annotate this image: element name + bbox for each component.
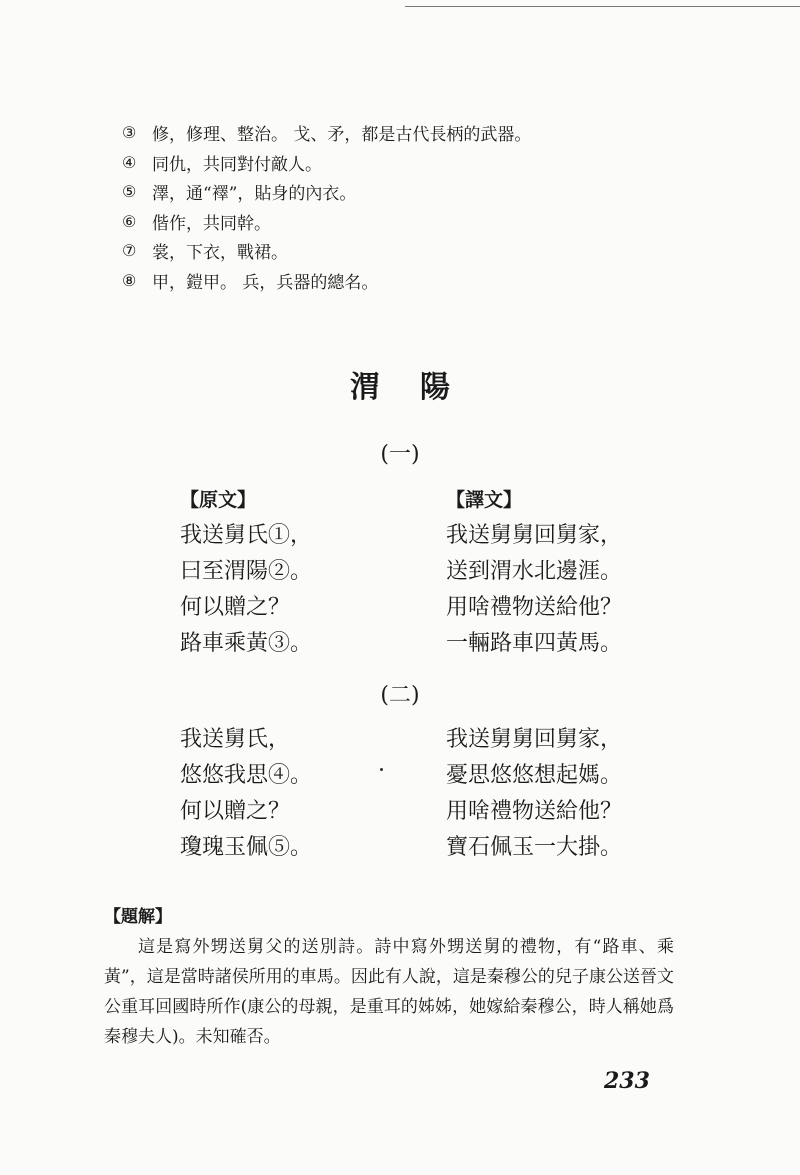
section-mark-1: (一) bbox=[380, 442, 420, 467]
note-item bbox=[122, 236, 722, 266]
note-text: 甲，鎧甲。 兵，兵器的總名。 bbox=[152, 272, 379, 293]
note-number: ④ bbox=[122, 152, 137, 172]
poem-line: 送到渭水北邊涯。 bbox=[446, 559, 623, 584]
section-mark-2: (二) bbox=[380, 683, 420, 708]
note-text: 澤，通“襗”，貼身的內衣。 bbox=[152, 184, 357, 205]
poem-line: 我送舅舅回舅家， bbox=[446, 523, 623, 548]
note-item bbox=[122, 148, 722, 178]
explanation-heading: 【題解】 bbox=[104, 907, 172, 927]
poem-line: 用啥禮物送給他？ bbox=[446, 595, 623, 620]
note-text: 偕作，共同幹。 bbox=[152, 213, 271, 234]
translation-column-2 bbox=[446, 722, 622, 866]
poem-line: 路車乘黃③。 bbox=[180, 631, 313, 656]
original-column-1 bbox=[180, 482, 312, 662]
note-number: ⑧ bbox=[122, 270, 137, 290]
poem-line: 憂思悠悠想起媽。 bbox=[446, 763, 623, 788]
poem-line: 我送舅氏①， bbox=[180, 523, 313, 548]
translation-heading: 【譯文】 bbox=[446, 489, 523, 511]
notes-list bbox=[122, 118, 722, 295]
poem-title: 渭陽 bbox=[350, 370, 490, 405]
poem-line: 曰至渭陽②。 bbox=[180, 559, 313, 584]
poem-line: 寶石佩玉一大掛。 bbox=[446, 835, 623, 860]
poem-line: 何以贈之？ bbox=[180, 799, 291, 824]
note-text: 同仇，共同對付敵人。 bbox=[152, 154, 322, 175]
print-speck bbox=[380, 768, 383, 771]
poem-line: 我送舅氏， bbox=[180, 727, 291, 752]
poem-line: 一輛路車四黃馬。 bbox=[446, 631, 623, 656]
note-item bbox=[122, 266, 722, 296]
top-rule bbox=[405, 6, 800, 7]
poem-line: 悠悠我思④。 bbox=[180, 763, 313, 788]
poem-line: 何以贈之？ bbox=[180, 595, 291, 620]
original-column-2 bbox=[180, 722, 312, 866]
note-number: ⑥ bbox=[122, 211, 137, 231]
note-number: ⑦ bbox=[122, 241, 137, 261]
note-item bbox=[122, 207, 722, 237]
note-item bbox=[122, 177, 722, 207]
note-text: 修，修理、整治。 戈、矛，都是古代長柄的武器。 bbox=[152, 125, 532, 146]
note-number: ③ bbox=[122, 123, 137, 143]
poem-line: 用啥禮物送給他？ bbox=[446, 799, 623, 824]
original-heading: 【原文】 bbox=[180, 489, 257, 511]
explanation-body: 這是寫外甥送舅父的送別詩。詩中寫外甥送舅的禮物，有“路車、乘黃”，這是當時諸侯所用的車馬。因此有人說，這是秦穆公的兒子康公送晉文公重耳回國時所作(康公的母親，是重耳的姊姊，她嫁給秦穆公，時人稱她爲秦穆夫人)。未知確否。 bbox=[104, 937, 674, 1047]
note-number: ⑤ bbox=[122, 182, 137, 202]
note-text: 裳，下衣，戰裙。 bbox=[152, 243, 288, 264]
note-item bbox=[122, 118, 722, 148]
page-number: 233 bbox=[604, 1068, 650, 1094]
translation-column-1 bbox=[446, 482, 622, 662]
poem-line: 我送舅舅回舅家， bbox=[446, 727, 623, 752]
poem-line: 瓊瑰玉佩⑤。 bbox=[180, 835, 313, 860]
